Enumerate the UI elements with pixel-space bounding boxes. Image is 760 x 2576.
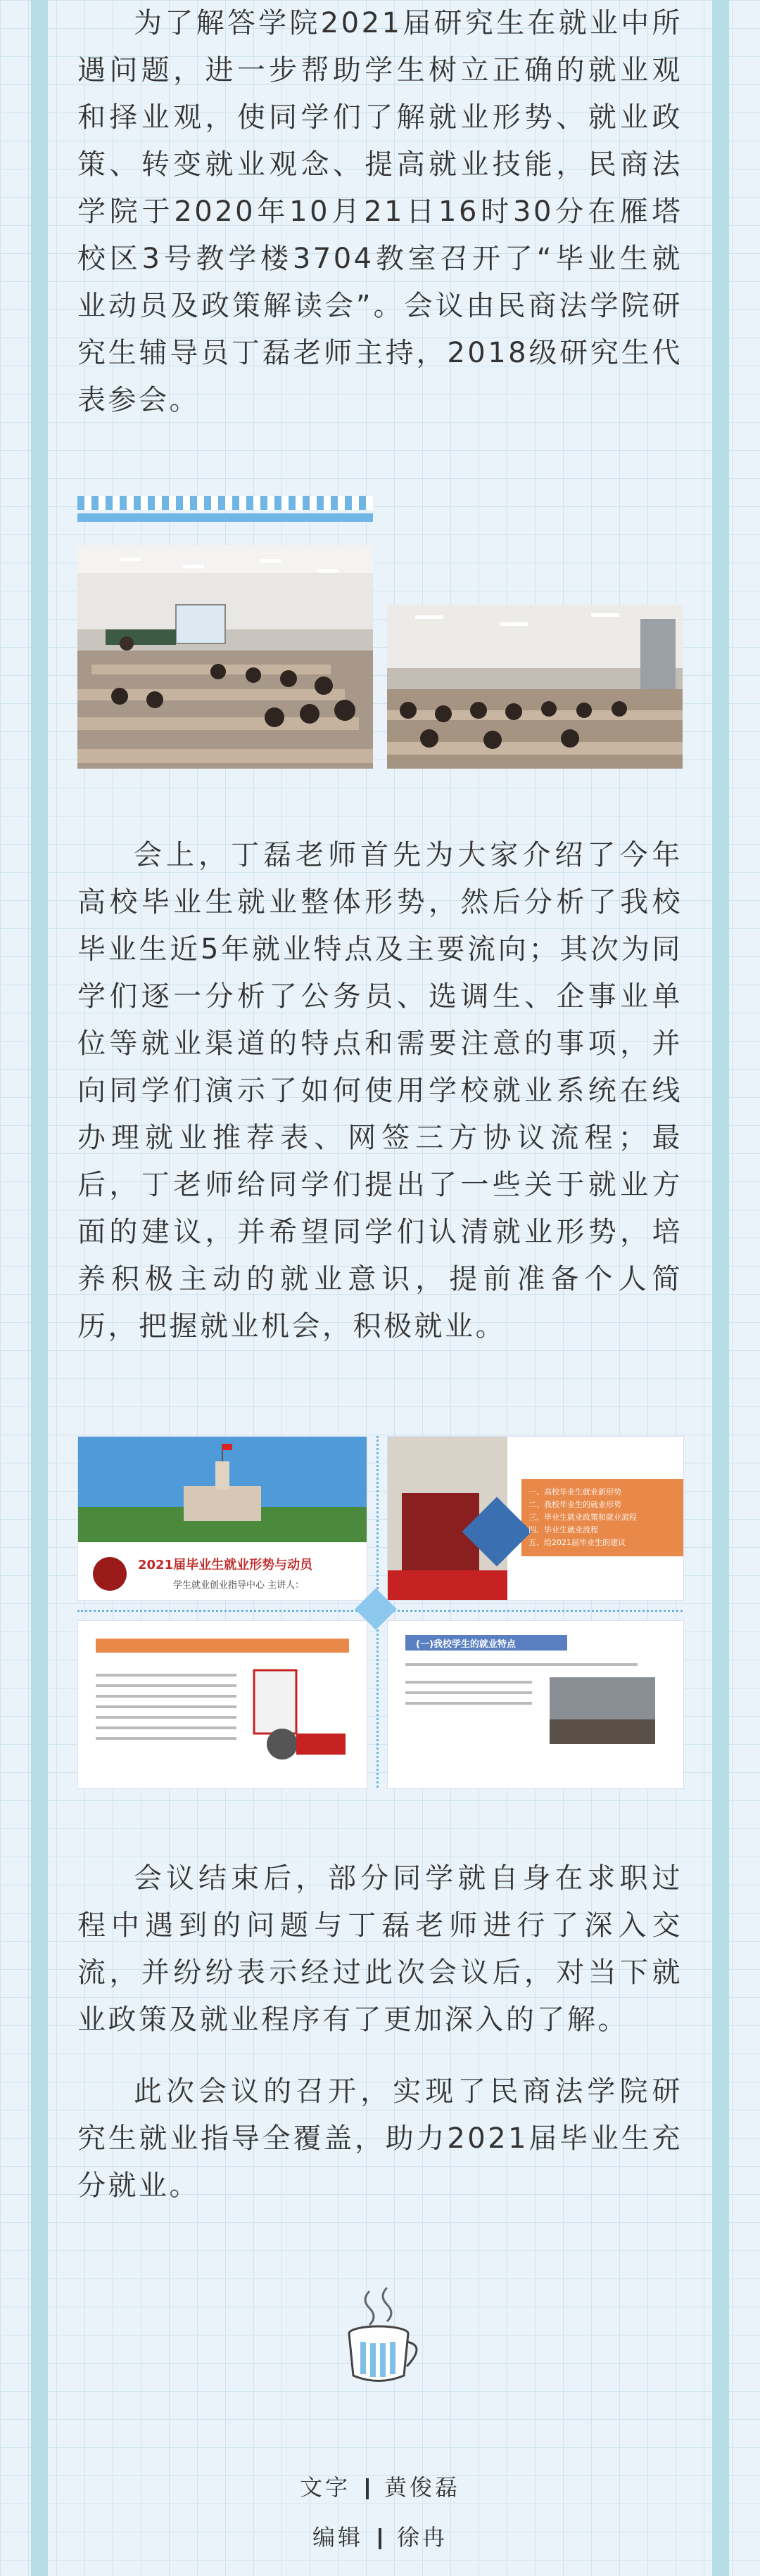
menu-item: 三、毕业生就业政策和就业流程 [528, 1513, 637, 1522]
credit-writer [0, 2470, 760, 2502]
separator [379, 2528, 381, 2549]
slide-cover [77, 1436, 367, 1601]
writer-name: 黄俊磊 [384, 2474, 461, 2501]
left-frame-border [31, 0, 48, 2576]
editor-label: 编辑 [312, 2524, 363, 2551]
meeting-paragraph: 会上，丁磊老师首先为大家介绍了今年高校毕业生就业整体形势，然后分析了我校毕业生近5年就业特点及主要流向；其次为同学们逐一分析了公务员、选调生、企事业单位等就业渠道的特点和需要注意的事项，并向同学们演示了如何使用学校就业系统在线办理就业推荐表、网签三方协议流程；最后，丁老师给同学们提出了一些关于就业方面的建议，并希望同学们认清就业形势，培养积极主动的就业意识，提前准备个人简历，把握就业机会，积极就业。 [77, 839, 683, 1343]
slide-contents [387, 1436, 684, 1601]
right-frame-border [712, 0, 729, 2576]
cover-slide-title: 2021届毕业生就业形势与动员 [138, 1558, 313, 1572]
writer-label: 文字 [299, 2474, 350, 2501]
contents-menu [528, 1486, 637, 1549]
features-slide-title: (一)我校学生的就业特点 [416, 1639, 516, 1650]
slide-policy [77, 1620, 367, 1789]
decorative-bar [77, 513, 373, 522]
menu-item: 一、高校毕业生就业新形势 [528, 1487, 621, 1497]
editor-name: 徐冉 [397, 2524, 448, 2551]
after-paragraph: 会议结束后，部分同学就自身在求职过程中遇到的问题与丁磊老师进行了深入交流，并纷纷表示经过此次会议后，对当下就业政策及就业程序有了更加深入的了解。 [77, 1862, 683, 2036]
menu-item: 四、毕业生就业流程 [528, 1525, 598, 1534]
conclusion-paragraph: 此次会议的召开，实现了民商法学院研究生就业指导全覆盖，助力2021届毕业生充分就业。 [77, 2075, 683, 2202]
coffee-cup-icon [331, 2284, 429, 2392]
cover-slide-subtitle: 学生就业创业指导中心 主讲人： [173, 1580, 305, 1591]
separator [366, 2478, 369, 2499]
credit-editor [0, 2520, 760, 2552]
meeting-photo-1 [77, 545, 373, 769]
slides-grid [77, 1436, 683, 1788]
meeting-photo-2 [387, 605, 683, 769]
slide-features [387, 1620, 684, 1789]
menu-item: 二、我校毕业生的就业形势 [528, 1500, 621, 1509]
intro-paragraph: 为了解答学院2021届研究生在就业中所遇问题，进一步帮助学生树立正确的就业观和择业观，使同学们了解就业形势、就业政策、转变就业观念、提高就业技能，民商法学院于2020年10月21日16时30分在雁塔校区3号教学楼3704教室召开了“毕业生就业动员及政策解读会”。会议由民商法学院研究生辅导员丁磊老师主持，2018级研究生代表参会。 [77, 7, 683, 416]
decorative-stripe [77, 496, 373, 510]
menu-item: 五、给2021届毕业生的建议 [528, 1538, 626, 1547]
